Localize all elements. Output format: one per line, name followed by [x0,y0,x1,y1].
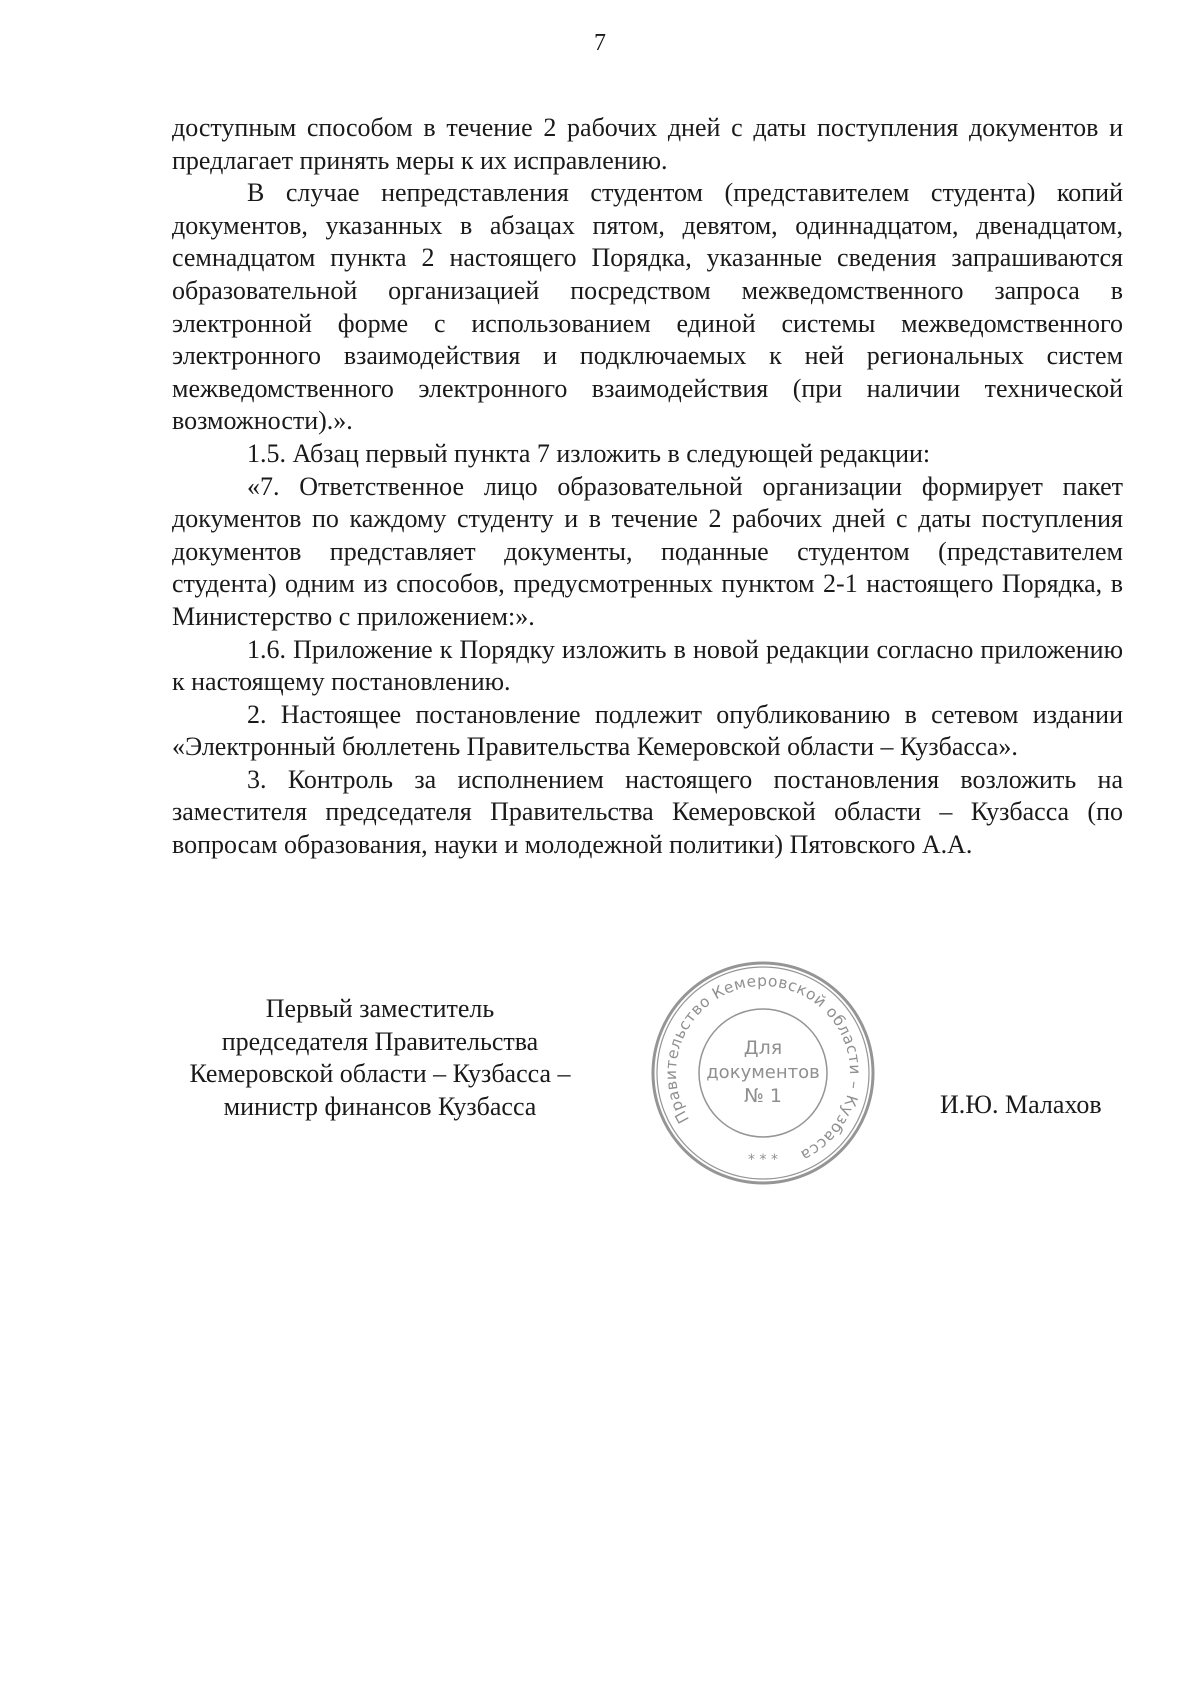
paragraph: 2. Настоящее постановление подлежит опубликованию в сетевом издании «Электронный бюллетень Правительства Кемеровской области – Кузбасса». [172,699,1123,762]
signer-name: И.Ю. Малахов [940,1090,1102,1119]
seal-stars: * * * [748,1152,778,1168]
page-number: 7 [594,30,606,56]
signatory-title-line: председателя Правительства [221,1026,539,1056]
signatory-title-line: министр финансов Кузбасса [223,1091,537,1121]
signatory-title-line: Первый заместитель [265,994,495,1023]
paragraph: В случае непредставления студентом (представителем студента) копий документов, указанных в абзацах пятом, девятом, одиннадцатом, двенадцатом, семнадцатом пункта 2 настоящего Порядка, указанные сведения запрашиваются образовательной организацией посредством межведомственного запроса в электронной форме с использованием единой системы межведомственного электронного взаимодействия и подключаемых к ней региональных систем межведомственного электронного взаимодействия (при наличии технической возможности).». [172,178,1123,436]
official-seal [648,958,878,1188]
seal-center-line: документов [706,1062,820,1083]
seal-ring-text-path: Правительство Кемеровской области – Кузбасса [661,971,865,1165]
paragraph: 1.5. Абзац первый пункта 7 изложить в следующей редакции: [247,438,931,468]
paragraph: 3. Контроль за исполнением настоящего постановления возложить на заместителя председателя Правительства Кемеровской области – Кузбасса (по вопросам образования, науки и молодежной политики) Пятовского А.А. [172,764,1123,860]
paragraph: 1.6. Приложение к Порядку изложить в новой редакции согласно приложению к настоящему постановлению. [172,634,1123,697]
paragraph: доступным способом в течение 2 рабочих дней с даты поступления документов и предлагает принять меры к их исправлению. [172,113,1123,175]
signatory-title [160,993,600,1123]
seal-center-line: Для [743,1037,783,1059]
seal-center-line: № 1 [744,1085,782,1107]
paragraph: «7. Ответственное лицо образовательной организации формирует пакет документов по каждому студенту и в течение 2 рабочих дней с даты поступления документов представляет документы, поданные студентом (представителем студента) одним из способов, предусмотренных пунктом 2-1 настоящего Порядка, в Министерство с приложением:». [172,471,1123,631]
document-body [172,112,1123,862]
signatory-title-line: Кемеровской области – Кузбасса – [189,1059,571,1089]
